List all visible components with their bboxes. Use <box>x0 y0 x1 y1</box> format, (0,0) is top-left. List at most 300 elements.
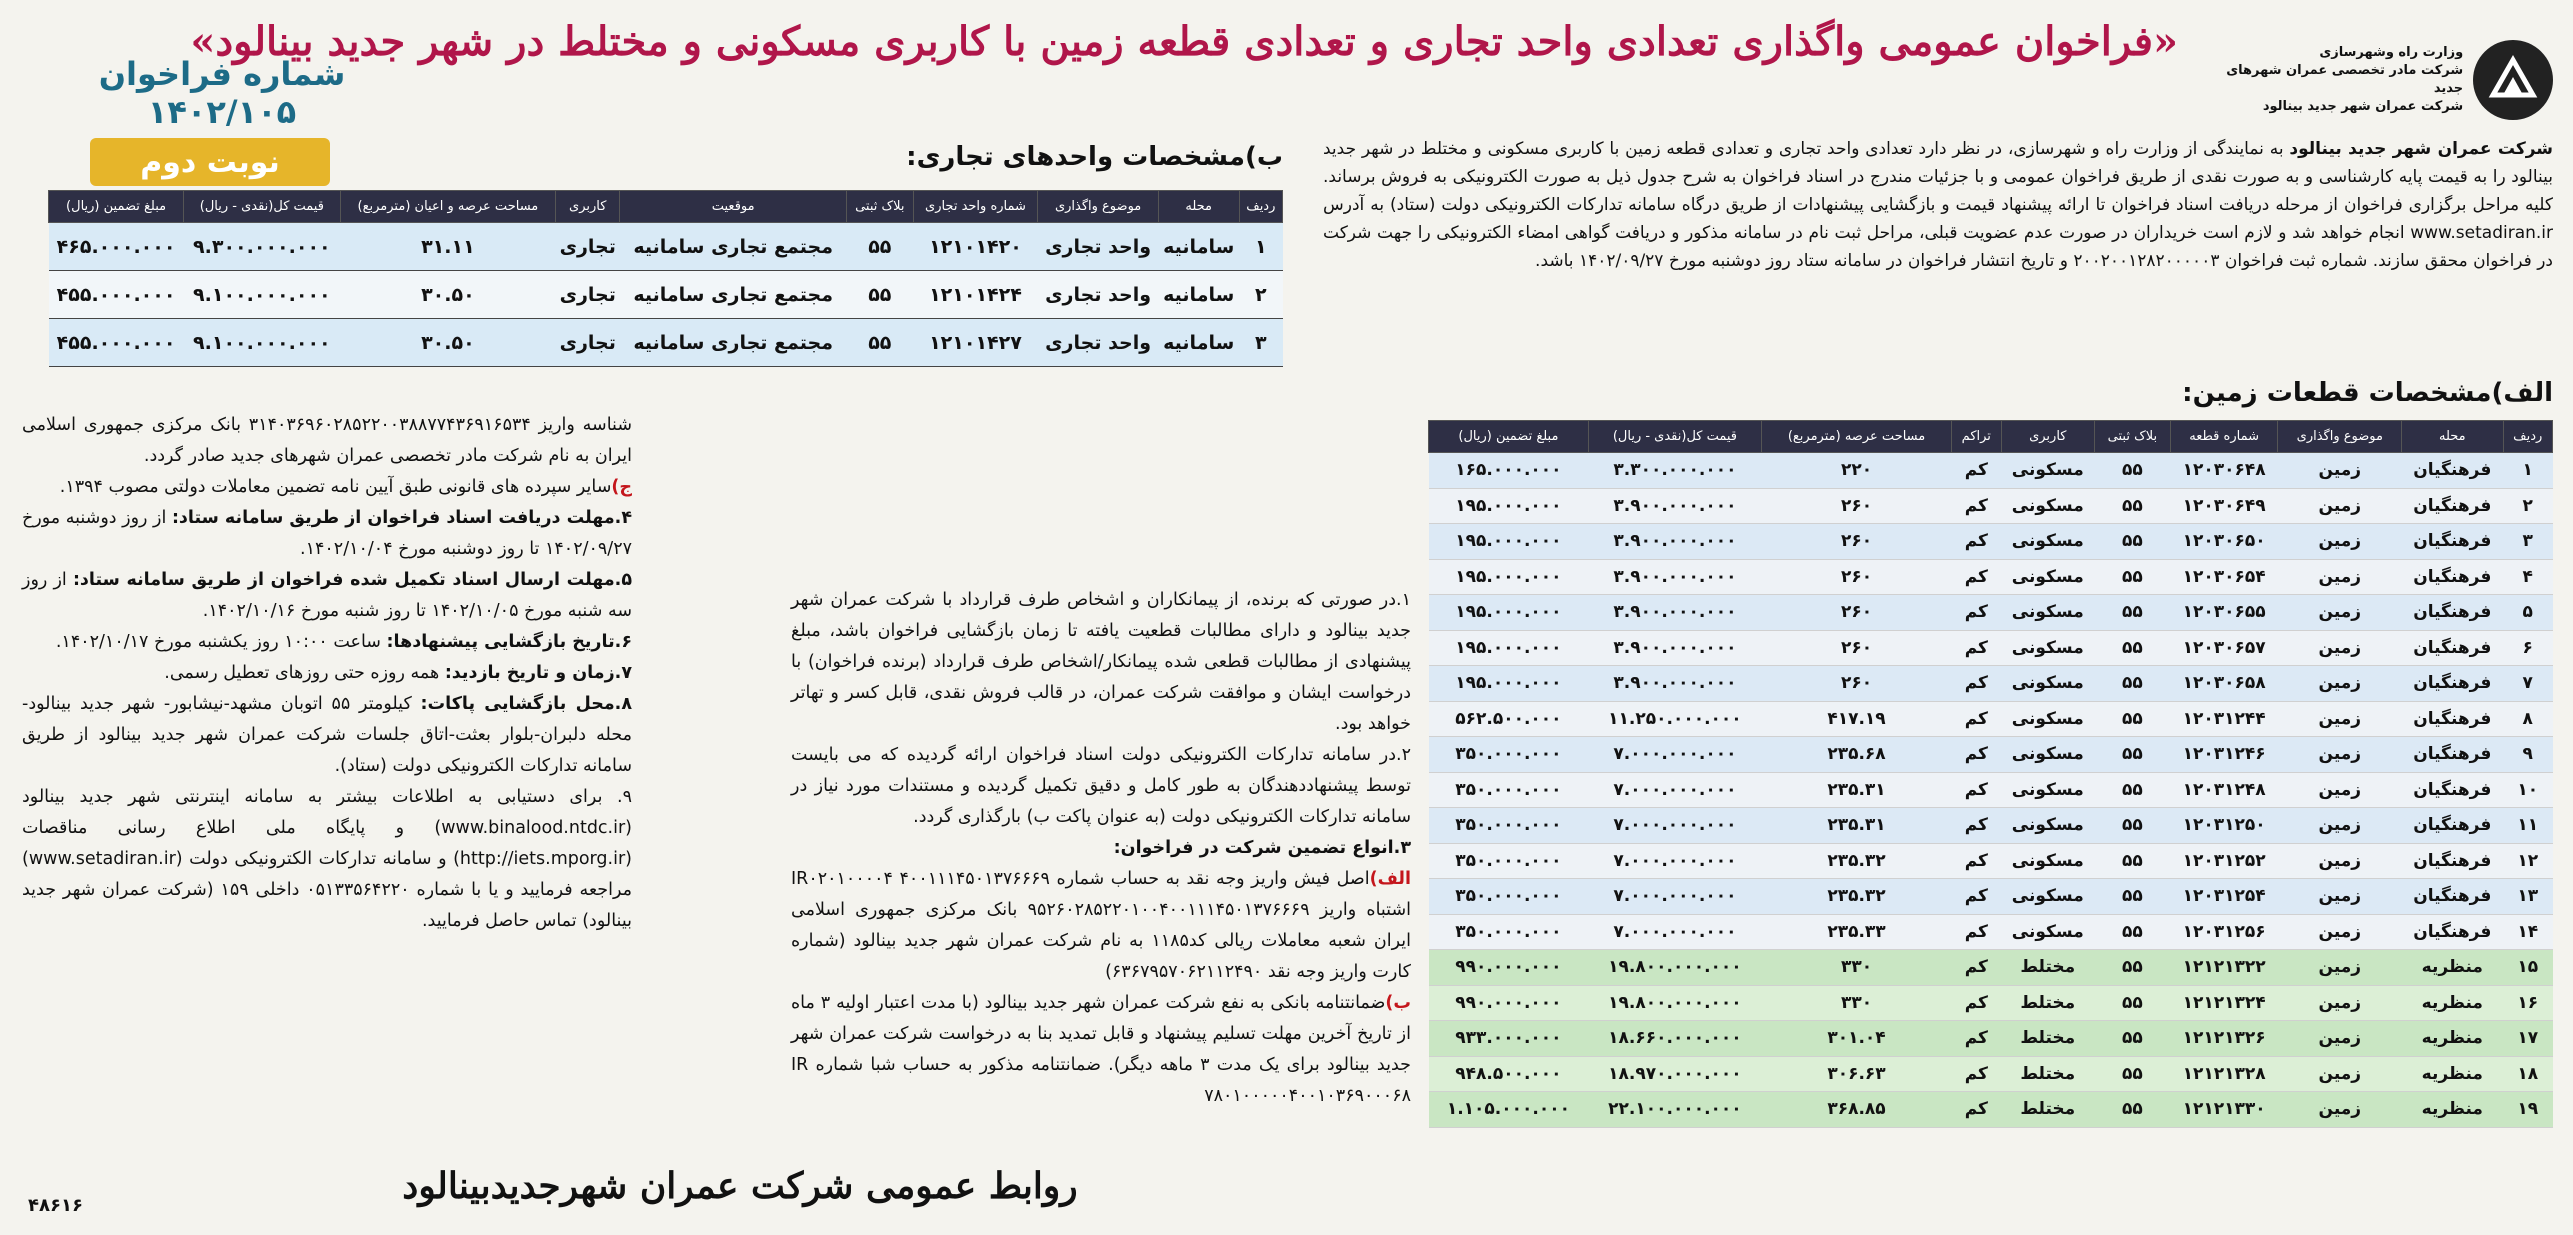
table-cell: ۵۵ <box>2094 950 2170 986</box>
table-cell: ۳۳۰ <box>1762 985 1952 1021</box>
table-cell: مختلط <box>2001 1021 2094 1057</box>
table-cell: واحد تجاری <box>1038 271 1158 319</box>
table-cell: ۱۶۵.۰۰۰.۰۰۰ <box>1429 453 1589 489</box>
table-cell: ۳۵۰.۰۰۰.۰۰۰ <box>1429 737 1589 773</box>
table-cell: زمین <box>2278 559 2402 595</box>
footer-signature: روابط عمومی شرکت عمران شهرجدیدبینالود <box>402 1165 1078 1207</box>
condition-6: ساعت ۱۰:۰۰ روز یکشنبه مورخ ۱۴۰۲/۱۰/۱۷. <box>55 632 381 652</box>
table-cell: ۳۰.۵۰ <box>340 271 556 319</box>
table-cell: ۵۵ <box>2094 1021 2170 1057</box>
table-cell: کم <box>1951 559 2001 595</box>
table-body <box>49 223 1283 367</box>
table-cell: زمین <box>2278 666 2402 702</box>
table-cell: زمین <box>2278 1021 2402 1057</box>
table-cell: مجتمع تجاری سامانیه <box>620 319 847 367</box>
table-cell: ۵۵ <box>2094 879 2170 915</box>
table-row <box>1429 453 2553 489</box>
table-cell: ۱۲۱۰۱۴۲۷ <box>913 319 1038 367</box>
table-cell: ۱۲۰۳۰۶۵۷ <box>2170 630 2278 666</box>
table-cell: کم <box>1951 1056 2001 1092</box>
table-cell: ۱۹۵.۰۰۰.۰۰۰ <box>1429 630 1589 666</box>
table-cell: ۲۶۰ <box>1762 488 1952 524</box>
table-cell: فرهنگیان <box>2402 595 2503 631</box>
table-cell: ۱۹۵.۰۰۰.۰۰۰ <box>1429 595 1589 631</box>
table-cell: مسکونی <box>2001 772 2094 808</box>
table-cell: کم <box>1951 701 2001 737</box>
table-cell: ۳.۳۰۰.۰۰۰.۰۰۰ <box>1588 453 1761 489</box>
table-cell: زمین <box>2278 488 2402 524</box>
table-cell: ۵۶۲.۵۰۰.۰۰۰ <box>1429 701 1589 737</box>
table-body <box>1429 453 2553 1128</box>
table-cell: ۵۵ <box>847 271 913 319</box>
table-cell: زمین <box>2278 701 2402 737</box>
table-cell: کم <box>1951 595 2001 631</box>
table-cell: ۳۰۱.۰۴ <box>1762 1021 1952 1057</box>
condition-3b: ضمانتنامه بانکی به نفع شرکت عمران شهر جدید بینالود (با مدت اعتبار اولیه ۳ ماه از تاریخ آخرین مهلت تسلیم پیشنهاد و قابل تمدید بنا به درخواست شرکت عمران شهر جدید بینالود برای یک مدت ۳ ماهه دیگر). ضمانتنامه مذکور به حساب شبا شماره IR ۷۸۰۱۰۰۰۰۰۴۰۰۱۰۳۶۹۰۰۰۶۸ <box>791 993 1411 1106</box>
column-header: بلاک ثبتی <box>847 191 913 223</box>
turn-badge: نوبت دوم <box>90 138 330 186</box>
table-cell: ۵۵ <box>2094 1092 2170 1128</box>
table-cell: ۹.۱۰۰.۰۰۰.۰۰۰ <box>184 319 340 367</box>
table-cell: ۵۵ <box>2094 808 2170 844</box>
table-cell: ۲ <box>2503 488 2553 524</box>
table-cell: ۹.۳۰۰.۰۰۰.۰۰۰ <box>184 223 340 271</box>
table-cell: ۲۲.۱۰۰.۰۰۰.۰۰۰ <box>1588 1092 1761 1128</box>
column-header: مبلغ تضمین (ریال) <box>1429 421 1589 453</box>
table-cell: کم <box>1951 1092 2001 1128</box>
table-cell: مسکونی <box>2001 701 2094 737</box>
table-cell: ۱۲۰۳۰۶۴۸ <box>2170 453 2278 489</box>
table-cell: ۱۲۱۰۱۴۲۴ <box>913 271 1038 319</box>
table-cell: ۱۲۰۳۱۲۴۴ <box>2170 701 2278 737</box>
table-cell: مسکونی <box>2001 453 2094 489</box>
table-row <box>1429 1092 2553 1128</box>
table-cell: ۵۵ <box>847 319 913 367</box>
condition-8: کیلومتر ۵۵ اتوبان مشهد-نیشابور- شهر جدید بینالود-محله دلبران-بلوار بعثت-اتاق جلسات شرکت عمران شهر جدید بینالود از طریق سامانه تدارکات الکترونیکی دولت (ستاد). <box>22 694 632 776</box>
table-cell: فرهنگیان <box>2402 914 2503 950</box>
table-cell: ۴ <box>2503 559 2553 595</box>
table-cell: ۵۵ <box>2094 559 2170 595</box>
table-cell: ۱۲۰۳۱۲۵۲ <box>2170 843 2278 879</box>
table-cell: ۵۵ <box>2094 453 2170 489</box>
table-cell: ۱۸.۶۶۰.۰۰۰.۰۰۰ <box>1588 1021 1761 1057</box>
table-cell: زمین <box>2278 772 2402 808</box>
table-cell: ۹۹۰.۰۰۰.۰۰۰ <box>1429 950 1589 986</box>
ministry-line: شرکت مادر تخصصی عمران شهرهای جدید <box>2226 63 2464 96</box>
column-header: ردیف <box>1239 191 1282 223</box>
ad-code: ۴۸۶۱۶ <box>28 1195 83 1216</box>
table-cell: ۵۵ <box>2094 737 2170 773</box>
table-cell: ۱۲۱۲۱۳۳۰ <box>2170 1092 2278 1128</box>
condition-2: ۲.در سامانه تدارکات الکترونیکی دولت اسناد فراخوان ارائه گردیده که می بایست توسط پیشنهاددهندگان به طور کامل و دقیق تکمیل گردیده و مستندات مورد نیاز در سامانه تدارکات الکترونیکی دولت (به عنوان پاکت ب) بارگذاری گردد. <box>791 745 1411 827</box>
column-header: محله <box>1158 191 1239 223</box>
table-cell: کم <box>1951 879 2001 915</box>
table-cell: ۴۵۵.۰۰۰.۰۰۰ <box>49 271 184 319</box>
table-cell: فرهنگیان <box>2402 879 2503 915</box>
table-cell: کم <box>1951 808 2001 844</box>
table-cell: ۴۵۵.۰۰۰.۰۰۰ <box>49 319 184 367</box>
table-row <box>1429 985 2553 1021</box>
table-cell: ۳.۹۰۰.۰۰۰.۰۰۰ <box>1588 488 1761 524</box>
table-cell: ۱۲۰۳۰۶۴۹ <box>2170 488 2278 524</box>
table-cell: ۳۵۰.۰۰۰.۰۰۰ <box>1429 808 1589 844</box>
table-cell: زمین <box>2278 985 2402 1021</box>
table-cell: ۴۱۷.۱۹ <box>1762 701 1952 737</box>
table-cell: کم <box>1951 453 2001 489</box>
table-row <box>49 271 1283 319</box>
table-cell: ۳۶۸.۸۵ <box>1762 1092 1952 1128</box>
ministry-line: وزارت راه وشهرسازی <box>2319 45 2464 60</box>
table-cell: زمین <box>2278 1056 2402 1092</box>
table-cell: ۱۲۱۲۱۳۲۸ <box>2170 1056 2278 1092</box>
condition-6-title: ۶.تاریخ بازگشایی پیشنهادها: <box>386 632 632 652</box>
condition-9: ۹. برای دستیابی به اطلاعات بیشتر به سامانه اینترنتی شهر جدید بینالود (www.binalood.ntdc.ir) و پایگاه ملی اطلاع رسانی مناقصات (http://iets.mporg.ir) و سامانه تدارکات الکترونیکی دولت (www.setadiran.ir) مراجعه فرمایید و یا با شماره ۰۵۱۳۳۵۶۴۲۲۰ داخلی ۱۵۹ (شرکت عمران شهر جدید بینالود) تماس حاصل فرمایید. <box>22 787 632 931</box>
table-cell: زمین <box>2278 1092 2402 1128</box>
conditions-middle-column <box>791 585 1411 1112</box>
table-cell: زمین <box>2278 914 2402 950</box>
table-cell: ۱۸.۹۷۰.۰۰۰.۰۰۰ <box>1588 1056 1761 1092</box>
table-row <box>1429 559 2553 595</box>
table-cell: مسکونی <box>2001 559 2094 595</box>
table-cell: ۳.۹۰۰.۰۰۰.۰۰۰ <box>1588 630 1761 666</box>
table-cell: ۱۲۰۳۰۶۵۵ <box>2170 595 2278 631</box>
table-cell: مجتمع تجاری سامانیه <box>620 271 847 319</box>
table-cell: ۵۵ <box>2094 1056 2170 1092</box>
condition-3c-label: ج) <box>611 477 632 497</box>
condition-1: ۱.در صورتی که برنده، از پیمانکاران و اشخاص طرف قرارداد با شرکت عمران شهر جدید بینالود و دارای مطالبات قطعیت یافته تا زمان بازگشایی فراخوان باشد، مبلغ پیشنهادی از مطالبات قطعی شده پیمانکار/اشخاص طرف قرارداد (برنده فراخوان) با درخواست ایشان و موافقت شرکت عمران، در قالب فروش نقدی، قابل کسر و تهاتر خواهد بود. <box>791 590 1411 734</box>
table-cell: منظریه <box>2402 985 2503 1021</box>
intro-paragraph <box>1323 135 2553 365</box>
table-cell: ۳۵۰.۰۰۰.۰۰۰ <box>1429 843 1589 879</box>
table-cell: فرهنگیان <box>2402 559 2503 595</box>
column-header: قیمت کل(نقدی - ریال) <box>1588 421 1761 453</box>
condition-5: از روز سه شنبه مورخ ۱۴۰۲/۱۰/۰۵ تا روز شنبه مورخ ۱۴۰۲/۱۰/۱۶. <box>22 570 632 621</box>
table-cell: ۷.۰۰۰.۰۰۰.۰۰۰ <box>1588 879 1761 915</box>
table-cell: فرهنگیان <box>2402 524 2503 560</box>
column-header: بلاک ثبتی <box>2094 421 2170 453</box>
table-cell: زمین <box>2278 595 2402 631</box>
column-header: قیمت کل(نقدی - ریال) <box>184 191 340 223</box>
table-cell: فرهنگیان <box>2402 843 2503 879</box>
table-cell: ۵۵ <box>2094 701 2170 737</box>
table-cell: ۳۵۰.۰۰۰.۰۰۰ <box>1429 772 1589 808</box>
table-cell: ۱۲۱۲۱۳۲۴ <box>2170 985 2278 1021</box>
table-row <box>1429 808 2553 844</box>
table-cell: ۱۹۵.۰۰۰.۰۰۰ <box>1429 488 1589 524</box>
table-cell: ۳ <box>2503 524 2553 560</box>
table-cell: سامانیه <box>1158 223 1239 271</box>
table-cell: واحد تجاری <box>1038 223 1158 271</box>
table-cell: زمین <box>2278 879 2402 915</box>
call-number: شماره فراخوان ۱۴۰۲/۱۰۵ <box>98 55 346 131</box>
logo-emblem-icon <box>2483 50 2543 110</box>
table-cell: فرهنگیان <box>2402 630 2503 666</box>
table-cell: ۱۹.۸۰۰.۰۰۰.۰۰۰ <box>1588 950 1761 986</box>
column-header: شماره واحد تجاری <box>913 191 1038 223</box>
table-row <box>1429 772 2553 808</box>
table-cell: ۱۹.۸۰۰.۰۰۰.۰۰۰ <box>1588 985 1761 1021</box>
table-cell: ۹۴۸.۵۰۰.۰۰۰ <box>1429 1056 1589 1092</box>
table-row <box>1429 879 2553 915</box>
table-cell: ۱۱ <box>2503 808 2553 844</box>
ministry-logo <box>2473 40 2553 120</box>
table-header-row <box>1429 421 2553 453</box>
table-cell: ۳۱.۱۱ <box>340 223 556 271</box>
table-cell: فرهنگیان <box>2402 666 2503 702</box>
table-cell: منظریه <box>2402 1092 2503 1128</box>
table-cell: ۱۲۰۳۱۲۵۶ <box>2170 914 2278 950</box>
table-cell: ۱۲۰۳۱۲۵۰ <box>2170 808 2278 844</box>
table-cell: ۱۲۰۳۰۶۵۰ <box>2170 524 2278 560</box>
table-cell: ۱۲۱۲۱۳۲۶ <box>2170 1021 2278 1057</box>
column-header: تراکم <box>1951 421 2001 453</box>
ministry-block <box>2193 30 2553 130</box>
commercial-units-table <box>48 190 1283 367</box>
column-header: کاربری <box>556 191 620 223</box>
table-cell: ۱ <box>1239 223 1282 271</box>
column-header: موضوع واگذاری <box>2278 421 2402 453</box>
page-title: «فراخوان عمومی واگذاری تعدادی واحد تجاری و تعدادی قطعه زمین با کاربری مسکونی و مختلط در شهر جدید بینالود» <box>190 18 2178 65</box>
table-cell: ۵ <box>2503 595 2553 631</box>
table-cell: ۵۵ <box>847 223 913 271</box>
table-cell: ۸ <box>2503 701 2553 737</box>
table-cell: کم <box>1951 950 2001 986</box>
table-cell: ۱۲۰۳۱۲۴۶ <box>2170 737 2278 773</box>
table-cell: سامانیه <box>1158 319 1239 367</box>
table-cell: ۵۵ <box>2094 630 2170 666</box>
table-cell: ۱۶ <box>2503 985 2553 1021</box>
condition-7-title: ۷.زمان و تاریخ بازدید: <box>444 663 632 683</box>
table-cell: ۱۹۵.۰۰۰.۰۰۰ <box>1429 559 1589 595</box>
table-cell: واحد تجاری <box>1038 319 1158 367</box>
column-header: شماره قطعه <box>2170 421 2278 453</box>
ministry-text <box>2193 44 2463 116</box>
condition-3c: سایر سپرده های قانونی طبق آیین نامه تضمین معاملات دولتی مصوب ۱۳۹۴. <box>59 477 612 497</box>
table-cell: ۱۹ <box>2503 1092 2553 1128</box>
table-cell: ۴۶۵.۰۰۰.۰۰۰ <box>49 223 184 271</box>
table-cell: ۳.۹۰۰.۰۰۰.۰۰۰ <box>1588 666 1761 702</box>
table-cell: ۱۷ <box>2503 1021 2553 1057</box>
condition-7: همه روزه حتی روزهای تعطیل رسمی. <box>164 663 440 683</box>
column-header: مساحت عرصه (مترمربع) <box>1762 421 1952 453</box>
land-plots-table <box>1428 420 2553 1128</box>
table-row <box>1429 595 2553 631</box>
table-cell: منظریه <box>2402 1021 2503 1057</box>
table-cell: سامانیه <box>1158 271 1239 319</box>
condition-3-title: ۳.انواع تضمین شرکت در فراخوان: <box>1113 838 1411 858</box>
table-row <box>1429 701 2553 737</box>
column-header: مبلغ تضمین (ریال) <box>49 191 184 223</box>
table-cell: مسکونی <box>2001 666 2094 702</box>
table-cell: ۲۳۵.۳۲ <box>1762 843 1952 879</box>
table-cell: ۱۳ <box>2503 879 2553 915</box>
table-cell: ۱۹۵.۰۰۰.۰۰۰ <box>1429 524 1589 560</box>
table-cell: فرهنگیان <box>2402 701 2503 737</box>
table-cell: مسکونی <box>2001 808 2094 844</box>
table-cell: ۱۲۰۳۰۶۵۴ <box>2170 559 2278 595</box>
table-row <box>1429 630 2553 666</box>
table-cell: ۵۵ <box>2094 772 2170 808</box>
table-cell: ۳۵۰.۰۰۰.۰۰۰ <box>1429 879 1589 915</box>
table-cell: ۱ <box>2503 453 2553 489</box>
column-header: موقعیت <box>620 191 847 223</box>
table-header-row <box>49 191 1283 223</box>
condition-3a: اصل فیش واریز وجه نقد به حساب شماره ۴۰۰۱۱۱۴۵۰۱۳۷۶۶۶۹ IR۰۲۰۱۰۰۰۰۴ اشتباه واریز ۹۵۲۶۰۲۸۵۲۲۰۱۰۰۴۰۰۱۱۱۴۵۰۱۳۷۶۶۶۹ بانک مرکزی جمهوری اسلامی ایران شعبه معاملات ریالی کد۱۱۸۵ به نام شرکت عمران شهر جدید بینالود (شماره کارت واریز وجه نقد ۶۳۶۷۹۵۷۰۶۲۱۱۲۴۹۰) <box>791 869 1411 982</box>
table-cell: کم <box>1951 488 2001 524</box>
table-cell: فرهنگیان <box>2402 772 2503 808</box>
table-cell: ۵۵ <box>2094 666 2170 702</box>
table-cell: تجاری <box>556 319 620 367</box>
condition-4-title: ۴.مهلت دریافت اسناد فراخوان از طریق سامانه ستاد: <box>171 508 632 528</box>
table-cell: ۲۳۵.۳۲ <box>1762 879 1952 915</box>
table-cell: زمین <box>2278 737 2402 773</box>
table-cell: ۵۵ <box>2094 914 2170 950</box>
table-cell: تجاری <box>556 223 620 271</box>
table-cell: فرهنگیان <box>2402 737 2503 773</box>
intro-lead: شرکت عمران شهر جدید بینالود <box>2289 139 2553 159</box>
table-cell: ۱۲۱۰۱۴۲۰ <box>913 223 1038 271</box>
table-row <box>1429 737 2553 773</box>
table-cell: ۷.۰۰۰.۰۰۰.۰۰۰ <box>1588 737 1761 773</box>
table-cell: زمین <box>2278 453 2402 489</box>
table-cell: منظریه <box>2402 950 2503 986</box>
table-row <box>1429 488 2553 524</box>
table-cell: مختلط <box>2001 950 2094 986</box>
table-cell: ۲ <box>1239 271 1282 319</box>
table-cell: ۲۶۰ <box>1762 666 1952 702</box>
table-cell: زمین <box>2278 524 2402 560</box>
table-cell: تجاری <box>556 271 620 319</box>
table-cell: زمین <box>2278 950 2402 986</box>
table-cell: ۱۲۰۳۱۲۴۸ <box>2170 772 2278 808</box>
table-cell: کم <box>1951 843 2001 879</box>
table-cell: مختلط <box>2001 985 2094 1021</box>
table-cell: کم <box>1951 666 2001 702</box>
table-cell: مجتمع تجاری سامانیه <box>620 223 847 271</box>
table-cell: کم <box>1951 524 2001 560</box>
table-cell: ۳.۹۰۰.۰۰۰.۰۰۰ <box>1588 559 1761 595</box>
table-cell: کم <box>1951 1021 2001 1057</box>
condition-3b-label: ب) <box>1385 993 1412 1013</box>
table-cell: مسکونی <box>2001 843 2094 879</box>
sheba-paragraph: شناسه واریز ۳۱۴۰۳۶۹۶۰۲۸۵۲۲۰۰۳۸۸۷۷۴۳۶۹۱۶۵۳۴ بانک مرکزی جمهوری اسلامی ایران به نام شرکت مادر تخصصی عمران شهرهای جدید صادر گردد. <box>22 415 632 466</box>
table-cell: ۹ <box>2503 737 2553 773</box>
table-cell: مسکونی <box>2001 595 2094 631</box>
table-cell: فرهنگیان <box>2402 453 2503 489</box>
table-row <box>1429 524 2553 560</box>
table-cell: ۱۲۰۳۰۶۵۸ <box>2170 666 2278 702</box>
table-row <box>1429 914 2553 950</box>
table-cell: ۹.۱۰۰.۰۰۰.۰۰۰ <box>184 271 340 319</box>
table-cell: ۷ <box>2503 666 2553 702</box>
intro-text: به نمایندگی از وزارت راه و شهرسازی، در نظر دارد تعدادی واحد تجاری و تعدادی قطعه زمین با کاربری مسکونی و مختلط در شهر جدید بینالود را به قیمت پایه کارشناسی و به صورت نقدی از طریق فراخوان عمومی و با جزئیات مندرج در اسناد فراخوان به شرح جدول ذیل به صورت الکترونیکی به فروش برساند. کلیه مراحل برگزاری فراخوان از مرحله دریافت اسناد فراخوان تا ارائه پیشنهاد قیمت و بازگشایی پیشنهادات از طریق درگاه سامانه تدارکات الکترونیکی دولت (ستاد) به آدرس www.setadiran.ir انجام خواهد شد و لازم است خریداران در صورت عدم عضویت قبلی، مراحل ثبت نام در سامانه مذکور و دریافت گواهی امضاء الکترونیکی را جهت شرکت در فراخوان محقق سازند. شماره ثبت فراخوان ۲۰۰۲۰۰۱۲۸۲۰۰۰۰۰۳ و تاریخ انتشار فراخوان در سامانه ستاد روز دوشنبه مورخ ۱۴۰۲/۰۹/۲۷ باشد. <box>1323 139 2553 271</box>
table-cell: کم <box>1951 737 2001 773</box>
table-cell: کم <box>1951 772 2001 808</box>
table-cell: ۷.۰۰۰.۰۰۰.۰۰۰ <box>1588 843 1761 879</box>
table-cell: مختلط <box>2001 1056 2094 1092</box>
table-row <box>1429 950 2553 986</box>
ministry-line: شرکت عمران شهر جدید بینالود <box>2262 99 2464 114</box>
table-cell: مسکونی <box>2001 737 2094 773</box>
column-header: کاربری <box>2001 421 2094 453</box>
conditions-left-column <box>22 410 632 937</box>
column-header: محله <box>2402 421 2503 453</box>
table-row <box>1429 1056 2553 1092</box>
table-cell: ۳۳۰ <box>1762 950 1952 986</box>
table-cell: زمین <box>2278 630 2402 666</box>
table-cell: ۱۱.۲۵۰.۰۰۰.۰۰۰ <box>1588 701 1761 737</box>
condition-8-title: ۸.محل بازگشایی پاکات: <box>420 694 632 714</box>
table-cell: ۷.۰۰۰.۰۰۰.۰۰۰ <box>1588 772 1761 808</box>
table-cell: ۱۲ <box>2503 843 2553 879</box>
table-cell: مسکونی <box>2001 879 2094 915</box>
table-cell: زمین <box>2278 843 2402 879</box>
table-cell: فرهنگیان <box>2402 808 2503 844</box>
table-cell: ۱۴ <box>2503 914 2553 950</box>
table-cell: مسکونی <box>2001 488 2094 524</box>
table-cell: ۳۵۰.۰۰۰.۰۰۰ <box>1429 914 1589 950</box>
table-cell: ۲۳۵.۳۱ <box>1762 772 1952 808</box>
table-cell: ۵۵ <box>2094 843 2170 879</box>
table-cell: ۵۵ <box>2094 524 2170 560</box>
table-cell: کم <box>1951 630 2001 666</box>
table-cell: ۲۶۰ <box>1762 595 1952 631</box>
condition-3a-label: الف) <box>1369 869 1411 889</box>
table-row <box>49 223 1283 271</box>
table-cell: ۹۹۰.۰۰۰.۰۰۰ <box>1429 985 1589 1021</box>
table-cell: ۲۲۰ <box>1762 453 1952 489</box>
column-header: ردیف <box>2503 421 2553 453</box>
table-cell: مسکونی <box>2001 914 2094 950</box>
section-a-title: الف)مشخصات قطعات زمین: <box>2182 378 2553 408</box>
table-cell: ۲۶۰ <box>1762 630 1952 666</box>
table-cell: ۱.۱۰۵.۰۰۰.۰۰۰ <box>1429 1092 1589 1128</box>
table-cell: ۳.۹۰۰.۰۰۰.۰۰۰ <box>1588 595 1761 631</box>
table-cell: کم <box>1951 985 2001 1021</box>
condition-5-title: ۵.مهلت ارسال اسناد تکمیل شده فراخوان از طریق سامانه ستاد: <box>72 570 632 590</box>
table-cell: ۳ <box>1239 319 1282 367</box>
table-cell: منظریه <box>2402 1056 2503 1092</box>
table-cell: ۳.۹۰۰.۰۰۰.۰۰۰ <box>1588 524 1761 560</box>
table-cell: ۲۳۵.۶۸ <box>1762 737 1952 773</box>
table-cell: ۲۶۰ <box>1762 524 1952 560</box>
table-cell: ۱۲۱۲۱۳۲۲ <box>2170 950 2278 986</box>
table-row <box>1429 843 2553 879</box>
table-cell: فرهنگیان <box>2402 488 2503 524</box>
table-cell: مختلط <box>2001 1092 2094 1128</box>
table-cell: ۱۲۰۳۱۲۵۴ <box>2170 879 2278 915</box>
table-cell: ۲۳۵.۳۱ <box>1762 808 1952 844</box>
table-cell: ۳۰.۵۰ <box>340 319 556 367</box>
table-cell: ۱۹۵.۰۰۰.۰۰۰ <box>1429 666 1589 702</box>
table-cell: ۳۰۶.۶۳ <box>1762 1056 1952 1092</box>
section-b-title: ب)مشخصات واحدهای تجاری: <box>906 142 1283 172</box>
table-row <box>1429 1021 2553 1057</box>
table-cell: ۹۳۳.۰۰۰.۰۰۰ <box>1429 1021 1589 1057</box>
table-row <box>49 319 1283 367</box>
table-cell: مسکونی <box>2001 524 2094 560</box>
table-cell: ۲۳۵.۳۳ <box>1762 914 1952 950</box>
header <box>0 0 2573 131</box>
table-cell: مسکونی <box>2001 630 2094 666</box>
table-cell: ۲۶۰ <box>1762 559 1952 595</box>
table-cell: زمین <box>2278 808 2402 844</box>
table-row <box>1429 666 2553 702</box>
table-cell: ۶ <box>2503 630 2553 666</box>
condition-4: از روز دوشنبه مورخ ۱۴۰۲/۰۹/۲۷ تا روز دوشنبه مورخ ۱۴۰۲/۱۰/۰۴. <box>21 508 632 559</box>
column-header: مساحت عرصه و اعیان (مترمربع) <box>340 191 556 223</box>
table-cell: کم <box>1951 914 2001 950</box>
